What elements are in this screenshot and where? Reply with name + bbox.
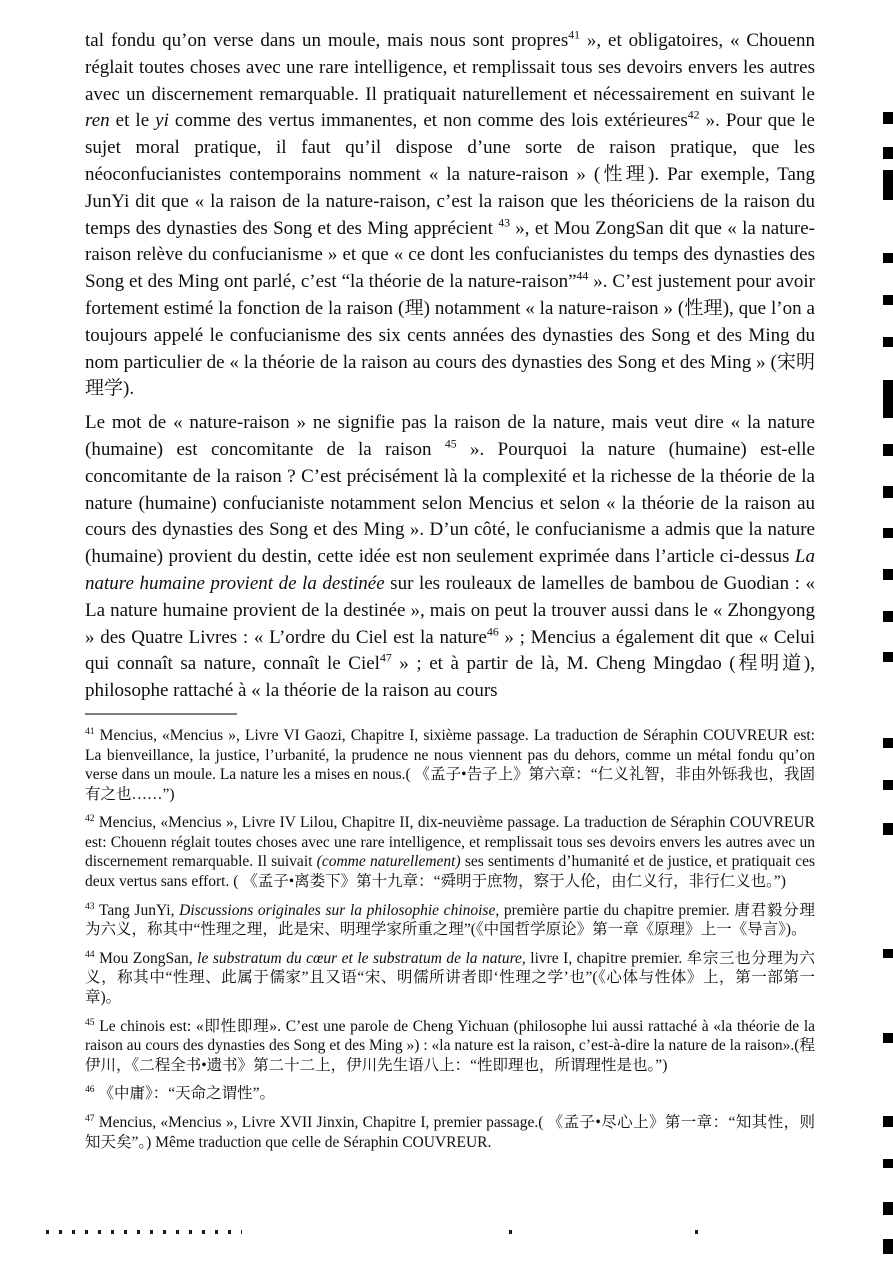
scan-artifact — [883, 1159, 893, 1168]
footnote-46: $^{46}$ 《中庸》：“天命之谓性”。 — [85, 1084, 275, 1103]
footnote-42: $^{42}$ Mencius, «Mencius », Livre IV Lilou, Chapitre II, dix-neuvième passage. La traduction de Séraphin COUVREUR est: Chouenn réglait toutes choses avec une rare intelligence, et remplissait tous ses devoirs envers les autres avec un discernement remarquable. Il suivait (comme naturellement) ses sentiments d’humanité et de justice, et pratiquait ces deux vertus sans effort. ( 《孟子•离娄下》第十九章：“舜明于庶物，察于人伦，由仁义行，非行仁义也。”) — [85, 813, 815, 891]
scan-artifact — [883, 528, 893, 538]
footnote-44: $^{44}$ Mou ZongSan, le substratum du cœur et le substratum de la nature, livre I, chapitre premier. 牟宗三也分理为六义，称其中“性理、此属于儒家”且又语“宋、明儒所讲者即‘性理之学’也”(《心体与性体》上，第一部第一章)。 — [85, 948, 815, 1007]
scan-artifact — [883, 823, 893, 835]
footnotes-section — [85, 726, 815, 1152]
scan-artifact — [883, 652, 893, 662]
footnote-separator — [85, 713, 237, 715]
cutoff-text-dot — [695, 1230, 698, 1234]
scan-artifact — [883, 486, 893, 498]
footnote-47: $^{47}$ Mencius, «Mencius », Livre XVII Jinxin, Chapitre I, premier passage.( 《孟子•尽心上》第一章：“知其性，则知天矣”。) Même traduction que celle de Séraphin COUVREUR. — [85, 1112, 815, 1151]
scan-artifact — [883, 444, 893, 456]
scan-artifact — [883, 1116, 893, 1127]
scan-artifact — [883, 780, 893, 790]
scan-artifact — [883, 611, 893, 622]
cutoff-text-line — [46, 1230, 242, 1234]
scan-artifact — [883, 170, 893, 200]
cutoff-text-dot — [509, 1230, 512, 1234]
body-text — [85, 28, 815, 705]
body-paragraph-1: tal fondu qu’on verse dans un moule, mais nous sont propres$^{41}$ », et obligatoires, « Chouenn réglait toutes choses avec une rare intelligence, et remplissait tous ses devoirs envers les autres avec un discernement remarquable. Il pratiquait naturellement et nécessairement en suivant le ren et le yi comme des vertus immanentes, et non comme des lois extérieures$^{42}$ ». Pour que le sujet moral pratique, il faut qu’il dispose d’une sorte de raison pratique, que les néoconfucianistes contemporains nomment « la nature-raison » (性理). Par exemple, Tang JunYi dit que « la raison de la nature-raison, c’est la raison que les théoriciens de la raison du temps des dynasties des Song et des Ming apprécient $^{43}$ », et Mou ZongSan dit que « la nature-raison relève du confucianisme » et que « ce dont les confucianistes du temps des dynasties des Song et des Ming ont parlé, c’est “la théorie de la nature-raison”$^{44}$ ». C’est justement pour avoir fortement estimé la fonction de la raison (理) notamment « la nature-raison » (性理), que l’on a toujours appelé le confucianisme des six cents années des dynasties des Song et des Ming du nom particulier de « la théorie de la raison au cours des dynasties des Song et des Ming » (宋明理学). — [85, 28, 815, 400]
scan-artifact — [883, 738, 893, 748]
scan-artifact — [883, 949, 893, 958]
scan-artifact — [883, 295, 893, 305]
scan-artifact — [883, 569, 893, 580]
body-paragraph-2: Le mot de « nature-raison » ne signifie pas la raison de la nature, mais veut dire « la nature (humaine) est concomitante de la raison $^{45}$ ». Pourquoi la nature (humaine) est-elle concomitante de la raison ? C’est précisément là la complexité et la richesse de la théorie de la nature (humaine) confucianiste notamment selon Mencius et selon « la théorie de la raison au cours des dynasties des Song et des Ming ». D’un côté, le confucianisme a admis que la nature (humaine) provient du destin, cette idée est non seulement exprimée dans l’article ci-dessus La nature humaine provient de la destinée sur les rouleaux de lamelles de bambou de Guodian : « La nature humaine provient de la destinée », mais on peut la trouver aussi dans le « Zhongyong » des Quatre Livres : « L’ordre du Ciel est la nature$^{46}$ » ; Mencius a également dit que « Celui qui connaît sa nature, connaît le Ciel$^{47}$ » ; et à partir de là, M. Cheng Mingdao (程明道), philosophe rattaché à « la théorie de la raison au cours — [85, 412, 815, 702]
scan-artifact — [883, 1033, 893, 1043]
scan-artifact — [883, 112, 893, 124]
scan-artifact — [883, 380, 893, 418]
footnote-41: $^{41}$ Mencius, «Mencius », Livre VI Gaozi, Chapitre I, sixième passage. La traduction de Séraphin COUVREUR est: La bienveillance, la justice, l’urbanité, la prudence ne nous viennent pas du dehors, comme un métal fondu qu’on verse dans un moule. La nature les a mises en nous.( 《孟子•告子上》第六章：“仁义礼智，非由外铄我也，我固有之也……”) — [85, 725, 815, 803]
scan-artifact — [883, 253, 893, 263]
scan-artifact — [883, 337, 893, 347]
scan-artifact — [883, 1239, 893, 1254]
scan-artifact — [883, 147, 893, 159]
footnote-45: $^{45}$ Le chinois est: «即性即理». C’est une parole de Cheng Yichuan (philosophe lui aussi rattaché à «la théorie de la raison au cours des dynasties des Song et des Ming ») : «la nature est la raison, c’est-à-dire la nature de la raison».(程伊川，《二程全书•遗书》第二十二上，伊川先生语八上：“性即理也，所谓理性是也。”) — [85, 1016, 815, 1074]
footnote-43: $^{43}$ Tang JunYi, Discussions originales sur la philosophie chinoise, première partie du chapitre premier. 唐君毅分理为六义，称其中“性理之理，此是宋、明理学家所重之理”(《中国哲学原论》第一章《原理》上一《导言》)。 — [85, 900, 815, 939]
scan-artifact — [883, 1202, 893, 1215]
